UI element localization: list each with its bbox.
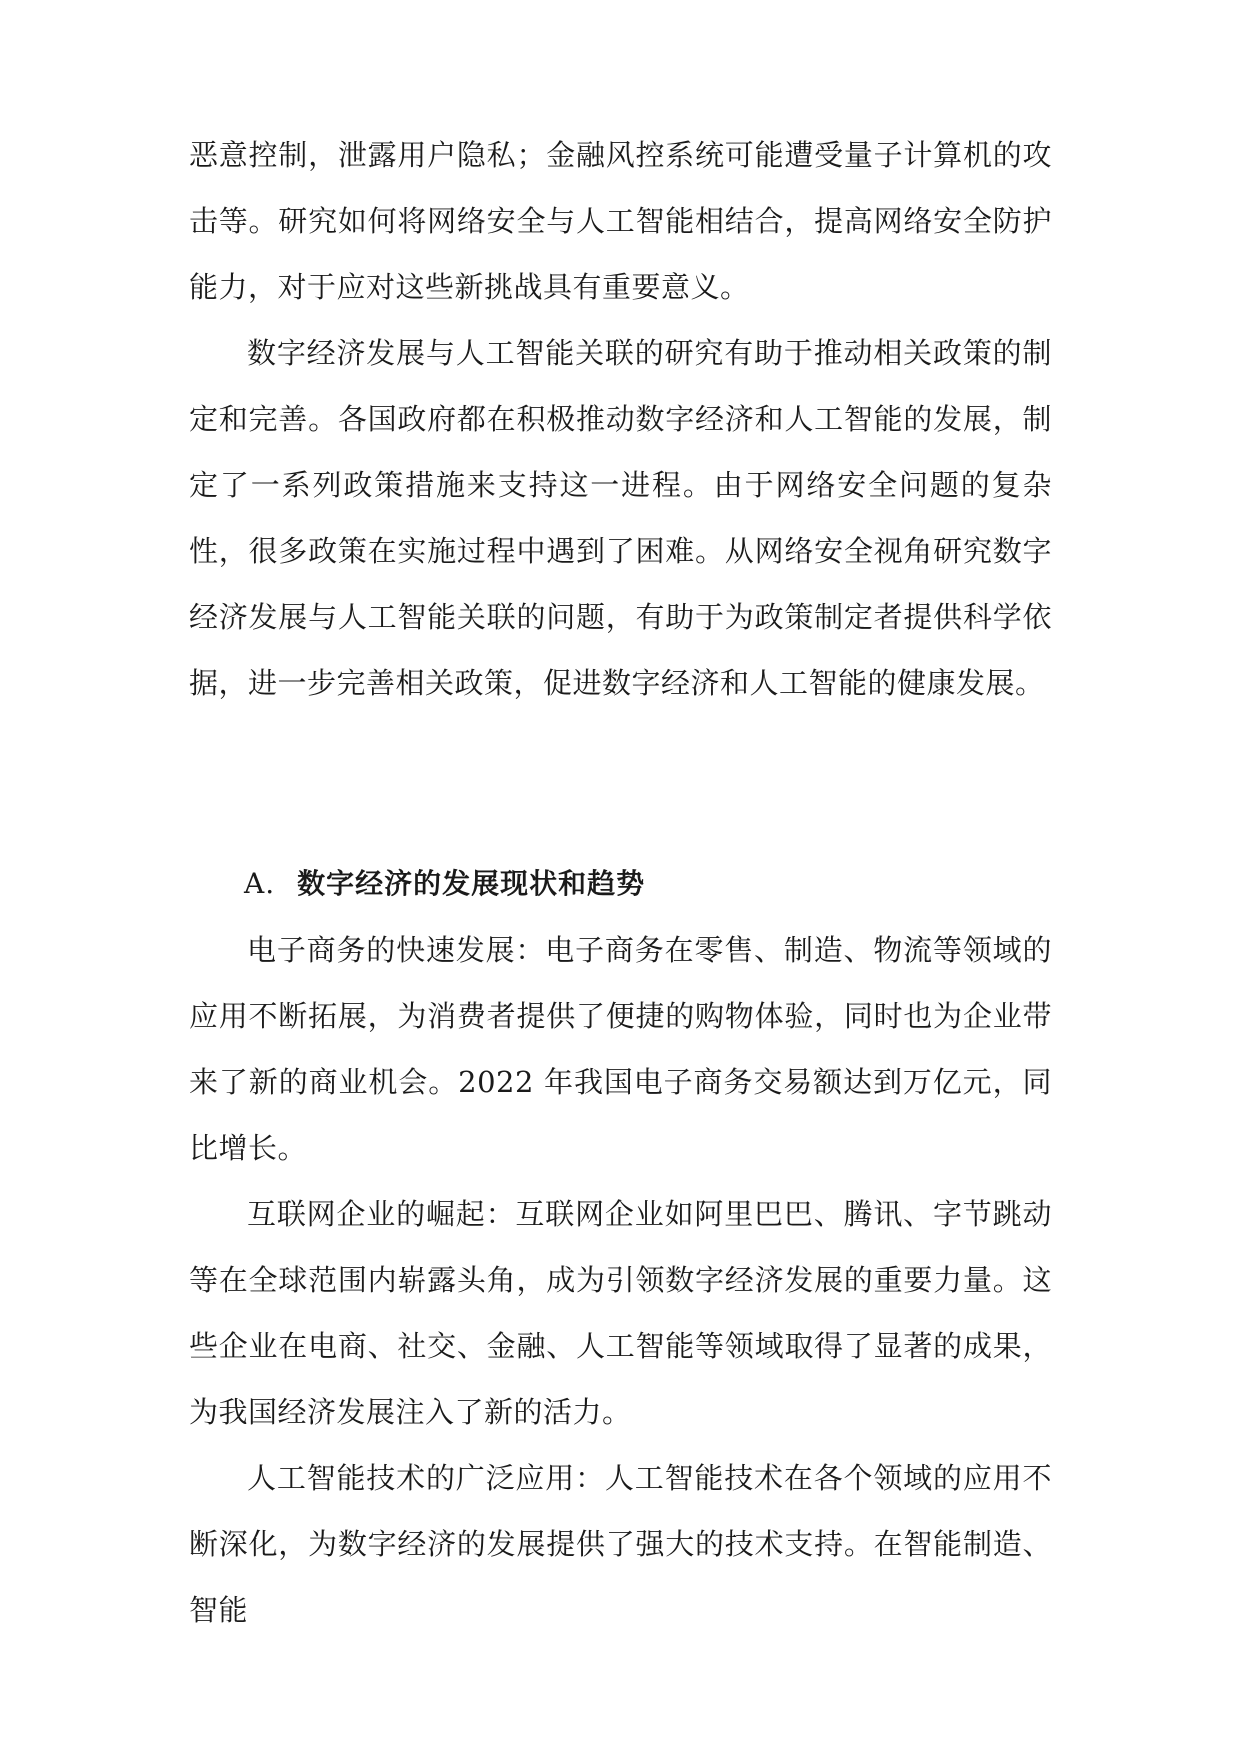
paragraph-internet-companies: 互联网企业的崛起：互联网企业如阿里巴巴、腾讯、字节跳动等在全球范围内崭露头角，成为引领数字经济发展的重要力量。这些企业在电商、社交、金融、人工智能等领域取得了显著的成果，为我国经济发展注入了新的活力。 [189, 1197, 1052, 1429]
paragraph-policy: 数字经济发展与人工智能关联的研究有助于推动相关政策的制定和完善。各国政府都在积极推动数字经济和人工智能的发展，制定了一系列政策措施来支持这一进程。由于网络安全问题的复杂性，很多政策在实施过程中遇到了困难。从网络安全视角研究数字经济发展与人工智能关联的问题，有助于为政策制定者提供科学依据，进一步完善相关政策，促进数字经济和人工智能的健康发展。 [189, 336, 1052, 700]
section-heading [244, 851, 645, 917]
text-block-bottom [189, 917, 1052, 1643]
section-heading-title: 数字经济的发展现状和趋势 [297, 867, 646, 900]
paragraph-continued: 恶意控制，泄露用户隐私；金融风控系统可能遭受量子计算机的攻击等。研究如何将网络安全与人工智能相结合，提高网络安全防护能力，对于应对这些新挑战具有重要意义。 [189, 138, 1052, 304]
paragraph-ai-applications: 人工智能技术的广泛应用：人工智能技术在各个领域的应用不断深化，为数字经济的发展提供了强大的技术支持。在智能制造、智能 [189, 1461, 1052, 1627]
section-heading-marker: A. [244, 867, 276, 900]
paragraph-ecommerce: 电子商务的快速发展：电子商务在零售、制造、物流等领域的应用不断拓展，为消费者提供了便捷的购物体验，同时也为企业带来了新的商业机会。2022 年我国电子商务交易额达到万亿元，同比增长。 [189, 933, 1052, 1165]
text-block-top [189, 122, 1052, 716]
